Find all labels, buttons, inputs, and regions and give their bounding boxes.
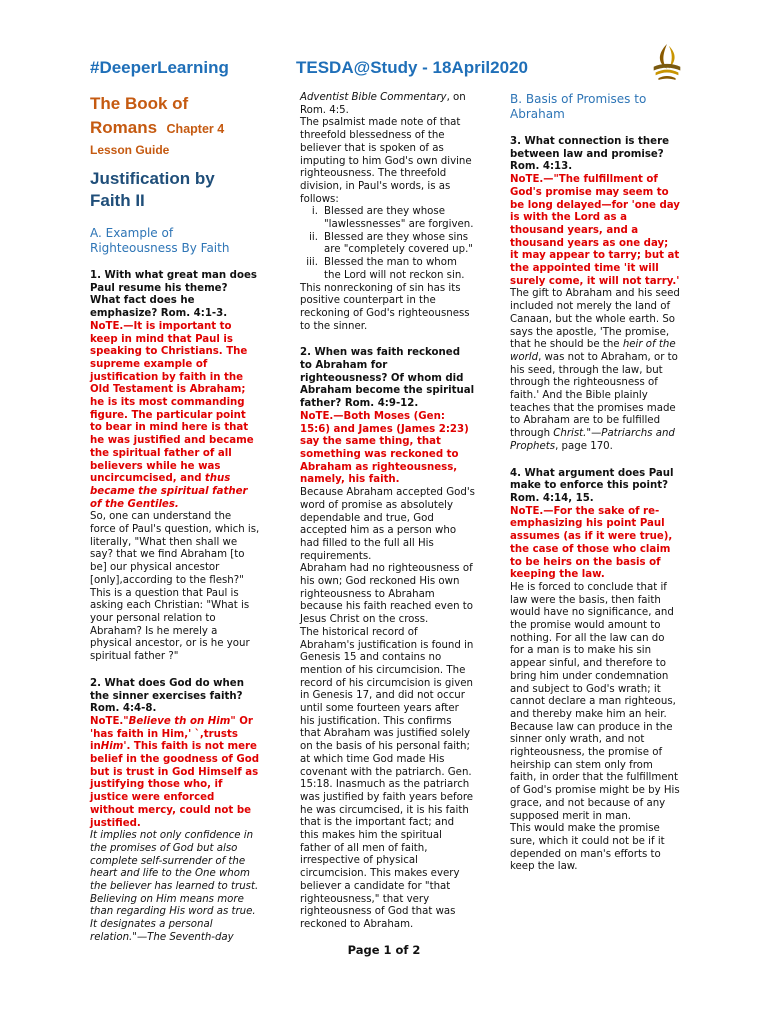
threefold-paragraph: The psalmist made note of that threefold blessedness of the believer that is spoken of as imputing to him God's own divine righteousness. The threefold division, in Paul's words, is as follows: — [300, 117, 472, 205]
book-title-line2: Romans — [90, 118, 158, 137]
q2-note-mid: " Or 'has faith in Him,' `,trusts in — [90, 715, 253, 753]
study-date-header: TESDA@Study - 18April2020 — [296, 58, 528, 77]
question-4: 4. What argument does Paul make to enforce this point? Rom. 4:14, 15. — [510, 467, 674, 504]
list-item — [300, 206, 475, 231]
list-number: iii. — [306, 257, 318, 269]
question-1-note-text: NoTE.—It is important to keep in mind that Paul is speaking to Christians. The supreme example of justification by faith in the Old Testament is Abraham; he is its most commanding figure. The particular point to bear in mind here is that he was justified and became the spiritual father of all believers while he was uncircumcised, and — [90, 320, 254, 485]
q3-body-italic-3: Patriarchs and Prophets — [510, 428, 675, 452]
book-title — [90, 92, 260, 141]
commentary-ref: , on Rom. 4:5. — [300, 92, 466, 116]
list-text: Blessed are they whose sins are "completely covered up." — [324, 231, 473, 256]
q3-body-a: The gift to Abraham and his seed included not merely the land of Canaan, but the whole earth. So says the apostle, 'The promise, that he should be the — [510, 288, 680, 351]
q3-body-e: "— — [586, 428, 602, 440]
question-1: 1. With what great man does Paul resume his theme? What fact does he emphasize? Rom. 4:1-3. — [90, 270, 257, 320]
column-3 — [510, 88, 680, 874]
q2-note-rest: '. This faith is not mere belief in the goodness of God but is trust in God Himself as justifying those who, if justice were enforced without mercy, could not be justified. — [90, 741, 259, 829]
question-3: 3. What connection is there between law and promise? Rom. 4:13. — [510, 136, 670, 173]
chapter-label: Chapter 4 — [166, 122, 225, 136]
question-2-body: It implies not only confidence in the promises of God but also complete self-surrender of the heart and life to the One whom the believer has learned to trust. Believing on Him means more than regarding His word as true. It designates a personal relation."—The Seventh-day — [90, 830, 259, 943]
column-1 — [90, 88, 260, 945]
question-2b-note: NoTE.—Both Moses (Gen: 15:6) and James (James 2:23) say the same thing, that something was reckoned to Abraham as righteousness, namely, his faith. — [300, 410, 469, 486]
list-item — [300, 257, 475, 282]
question-4-body-2: This would make the promise sure, which it could not be if it depended on man's efforts to keep the law. — [510, 823, 665, 873]
list-item — [300, 232, 475, 257]
commentary-title: Adventist Bible Commentary — [300, 92, 447, 103]
q2-note-prefix: NoTE." — [90, 715, 129, 727]
question-1-note — [90, 321, 260, 512]
page-number: Page 1 of 2 — [347, 943, 421, 957]
nonreckoning-paragraph: This nonreckoning of sin has its positive counterpart in the reckoning of God's righteousness to the sinner. — [300, 282, 470, 332]
q3-body-italic-2: Christ. — [553, 428, 587, 440]
list-text: Blessed are they whose "lawlessnesses" are forgiven. — [324, 206, 474, 231]
q3-body-italic-1: heir of the world — [510, 339, 676, 363]
question-3-body — [510, 288, 680, 453]
question-4-body: He is forced to conclude that if law were the basis, then faith would have no significance, and the promise would amount to nothing. For all the law can do for a man is to make his sin appear sinful, and therefore to bring him under condemnation and subject to God's wrath; it cannot declare a man righteous, and thereby make him an heir. Because law can produce in the sinner only wrath, and not righteousness, the promise of heirship can stem only from faith, in order that the fulfillment of God's promise might be by His grace, and not because of any supposed merit in man. — [510, 581, 680, 822]
lesson-guide-label: Lesson Guide — [90, 143, 170, 157]
adventist-flame-logo-icon — [648, 40, 686, 84]
question-2: 2. What does God do when the sinner exercises faith? Rom. 4:4-8. — [90, 677, 244, 715]
commentary-continuation — [300, 92, 475, 117]
q3-body-c: , was not to Abraham, or to his seed, through the law, but through the righteousness of faith.' And the Bible plainly teaches that the promises made to Abraham are to be fulfilled through — [510, 351, 678, 440]
question-3-note: NoTE.—"The fulfillment of God's promise may seem to be long delayed—for 'one day is with the Lord as a thousand years, and a thousand years as one day; it may appear to tarry; but at the appointed time 'it will surely come, it will not tarry.' — [510, 174, 680, 287]
question-2-note — [90, 716, 260, 830]
q2-note-italic-2: Him — [100, 741, 124, 753]
q3-body-g: , page 170. — [555, 440, 613, 452]
question-4-note: NoTE.—For the sake of re-emphasizing his point Paul assumes (as if it were true), the case of those who claim to be heirs on the basis of keeping the law. — [510, 505, 673, 581]
column-2 — [300, 92, 475, 932]
body-paragraph-3: The historical record of Abraham's justification is found in Genesis 15 and contains no mention of his circumcision. The record of his circumcision is given in Genesis 17, and did not occur until some fourteen years after his justification. This confirms that Abraham was justified solely on the basis of his personal faith; at which time God made His covenant with the patriarch. Gen. 15:18. Inasmuch as the patriarch was justified by faith years before he was circumcised, it is his faith that is the important fact; and this makes him the spiritual father of all men of faith, irrespective of physical circumcision. This makes every believer a candidate for "that righteousness," that very righteousness of God that was reckoned to Abraham. — [300, 626, 474, 930]
body-paragraph-2: Abraham had no righteousness of his own; God reckoned His own righteousness to Abraham because his faith reached even to Jesus Christ on the cross. — [300, 563, 474, 626]
section-a-heading: A. Example of Righteousness By Faith — [90, 226, 230, 255]
section-b-heading: B. Basis of Promises to Abraham — [510, 92, 647, 121]
question-1-note-italic: thus became the spiritual father of the Gentiles. — [90, 473, 248, 510]
book-title-line1: The Book of — [90, 94, 189, 113]
hashtag-header: #DeeperLearning — [90, 58, 229, 77]
q2-note-italic-1: Believe th on Him — [128, 715, 231, 727]
question-2b: 2. When was faith reckoned to Abraham for righteousness? Of whom did Abraham become the spiritual father? Rom. 4:9-12. — [300, 347, 475, 410]
list-number: i. — [311, 206, 318, 218]
lesson-topic-title: Justification by Faith II — [90, 169, 215, 210]
body-paragraph-1: Because Abraham accepted God's word of promise as absolutely dependable and true, God accepted him as a person who had filled to the full all His requirements. — [300, 487, 475, 562]
question-1-body: So, one can understand the force of Paul's question, which is, literally, "What then shall we say? that we find Abraham [to be] our physical ancestor [only],according to the flesh?" This is a question that Paul is asking each Christian: "What is your personal relation to Abraham? Is he merely a physical ancestor, or is he your spiritual father ?" — [90, 511, 260, 663]
list-number: ii. — [309, 231, 318, 243]
list-text: Blessed the man to whom the Lord will not reckon sin. — [324, 257, 465, 281]
blessedness-list — [300, 206, 475, 282]
